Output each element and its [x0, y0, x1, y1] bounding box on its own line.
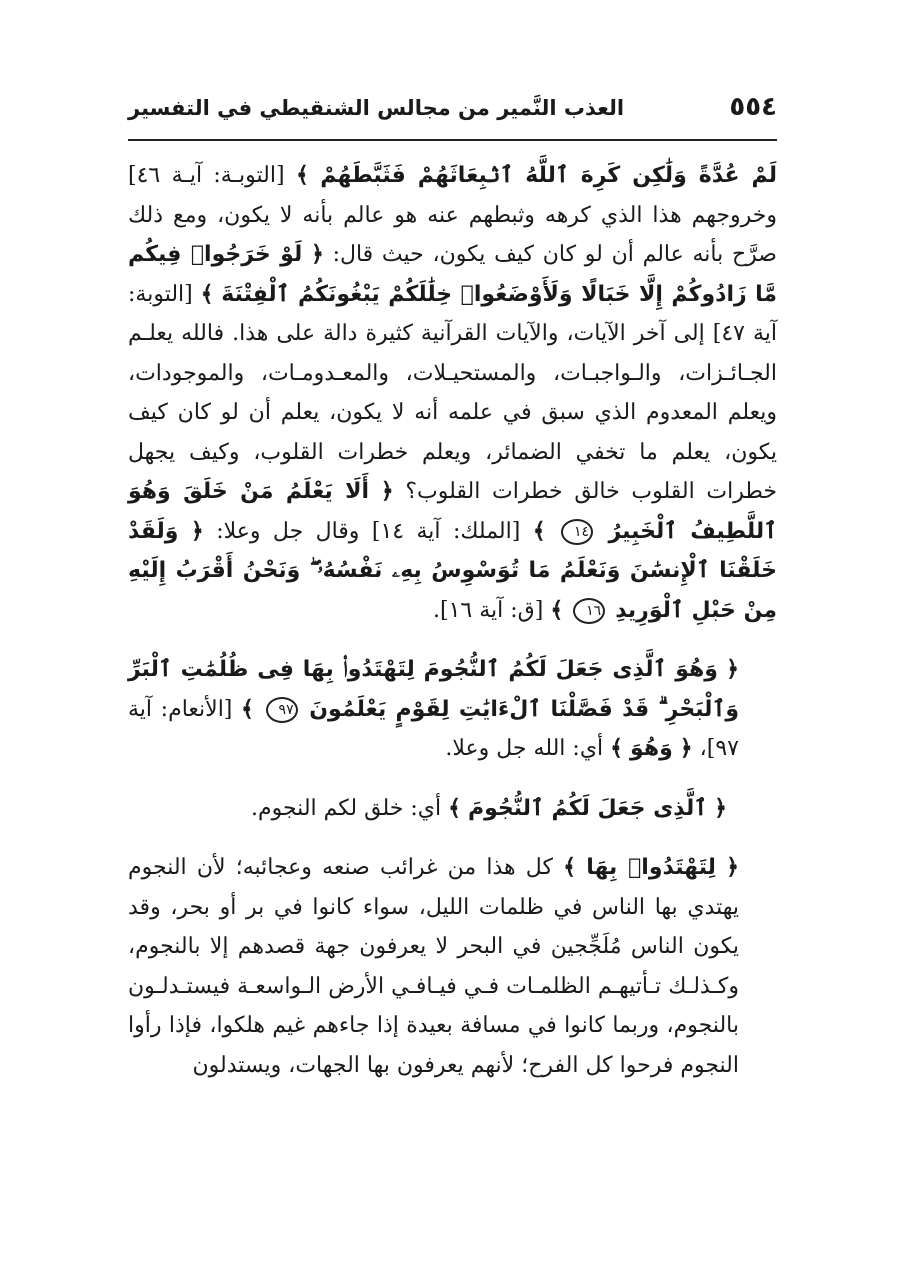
running-title: العذب النَّمير من مجالس الشنقيطي في التفسير — [128, 96, 625, 120]
quran-verse: لَوْ خَرَجُوا۟ فِيكُم مَّا زَادُوكُمْ إِلَّا خَبَالًا وَلَأَوْضَعُوا۟ خِلَٰلَكُمْ يَبْغُونَكُمُ ٱلْفِتْنَةَ — [128, 242, 778, 307]
page-body — [128, 156, 777, 1085]
paragraph-3 — [128, 789, 777, 829]
body-text-run: أي: خلق لكم النجوم. — [251, 795, 442, 821]
opening-bracket: ﴿ — [380, 479, 394, 504]
opening-bracket: ﴿ — [726, 855, 740, 880]
body-text-run: إلى آخر الآيات، والآيات القرآنية كثيرة دالة على هذا. فالله يعلـم الجـائـزات، والـواجبـات، والمستحيـلات، والمعـدومـات، والموجودات، ويعلم المعدوم الذي سبق في علمه أنه لا يكون، يعلم أن لو كان كيف يكون، يعلم ما تخفي الضمائر، ويعلم خطرات القلوب، وكيف يجهل خطرات القلوب خالق خطرات القلوب؟ — [128, 321, 778, 504]
opening-bracket: ﴿ — [714, 795, 727, 821]
page-header — [128, 86, 777, 134]
quran-verse: وَهُوَ — [630, 736, 673, 761]
body-text-run: كل هذا من غرائب صنعه وعجائبه؛ لأن النجوم يهتدي بها الناس في ظلمات الليل، سواء كانوا في بر أو بحر، وقد يكون الناس مُلَجِّجين في البحر لا يعرفون جهة قصدهم إلا بالنجوم، وكـذلـك تـأتيهـم الظلمـات فـي فيـافـي الأرض الـواسعـة فيستـدلـون بالنجوم، وربما كانوا في مسافة بعيدة إذا جاءهم غيم هلكوا، فإذا رأوا النجوم فرحوا كل الفرح؛ لأنهم يعرفون بها الجهات، ويستدلون — [128, 855, 739, 1078]
verse-reference: [الأنعام: آية ٩٧]، — [128, 696, 739, 761]
verse-reference: [التوبـة: آيـة ٤٦] — [128, 163, 285, 188]
verse-reference: [ق: آية ١٦]. — [433, 597, 544, 623]
closing-bracket: ﴾ — [295, 163, 309, 188]
opening-bracket: ﴿ — [679, 736, 693, 761]
opening-bracket: ﴿ — [310, 242, 324, 267]
closing-bracket: ﴾ — [448, 795, 461, 821]
closing-bracket: ﴾ — [563, 855, 576, 880]
closing-bracket: ﴾ — [532, 518, 546, 544]
page-number: ٥٥٤ — [729, 92, 777, 122]
quran-verse: ٱلَّذِى جَعَلَ لَكُمُ ٱلنُّجُومَ — [467, 795, 708, 821]
quran-verse: لِتَهْتَدُوا۟ بِهَا — [586, 855, 716, 880]
ayah-number-marker: ١٦ — [573, 598, 605, 624]
paragraph-2 — [128, 650, 777, 769]
verse-reference: [التوبة: آية ٤٧] — [128, 281, 777, 346]
quran-verse: وَهُوَ ٱلَّذِى جَعَلَ لَكُمُ ٱلنُّجُومَ لِتَهْتَدُوا۟ بِهَا فِى ظُلُمَٰتِ ٱلْبَرِّ وَٱلْبَحْرِ ۗ قَدْ فَصَّلْنَا ٱلْءَايَٰتِ لِقَوْمٍ يَعْلَمُونَ — [128, 657, 740, 722]
paragraph-4 — [128, 848, 777, 1085]
body-text-run: أي: الله جل وعلا. — [445, 736, 604, 761]
quran-verse: وَلَقَدْ خَلَقْنَا ٱلْإِنسَٰنَ وَنَعْلَمُ مَا تُوَسْوِسُ بِهِۦ نَفْسُهُۥ ۖ وَنَحْنُ أَقْرَبُ إِلَيْهِ مِنْ حَبْلِ ٱلْوَرِيدِ — [128, 518, 777, 623]
closing-bracket: ﴾ — [241, 696, 254, 722]
header-divider — [128, 139, 777, 141]
ayah-number-marker: ٩٧ — [266, 697, 298, 723]
paragraph-1 — [128, 156, 777, 630]
verse-reference: [الملك: آية ١٤] — [371, 518, 521, 544]
closing-bracket: ﴾ — [200, 281, 214, 307]
quran-verse: لَمْ عُدَّةً وَلَٰكِن كَرِهَ ٱللَّهُ ٱنۢبِعَاثَهُمْ فَثَبَّطَهُمْ — [320, 163, 778, 188]
opening-bracket: ﴿ — [726, 657, 739, 682]
quran-verse: أَلَا يَعْلَمُ مَنْ خَلَقَ وَهُوَ ٱللَّطِيفُ ٱلْخَبِيرُ — [128, 479, 777, 544]
opening-bracket: ﴿ — [190, 518, 204, 544]
body-text-run: وقال جل وعلا: — [216, 518, 360, 544]
closing-bracket: ﴾ — [550, 597, 564, 623]
body-text-run: وخروجهم هذا الذي كرهه وثبطهم عنه هو عالم بأنه لا يكون، ومع ذلك صرَّح بأنه عالم أن لو كان كيف يكون، حيث قال: — [128, 202, 777, 267]
ayah-number-marker: ١٤ — [561, 519, 593, 545]
closing-bracket: ﴾ — [610, 736, 624, 761]
